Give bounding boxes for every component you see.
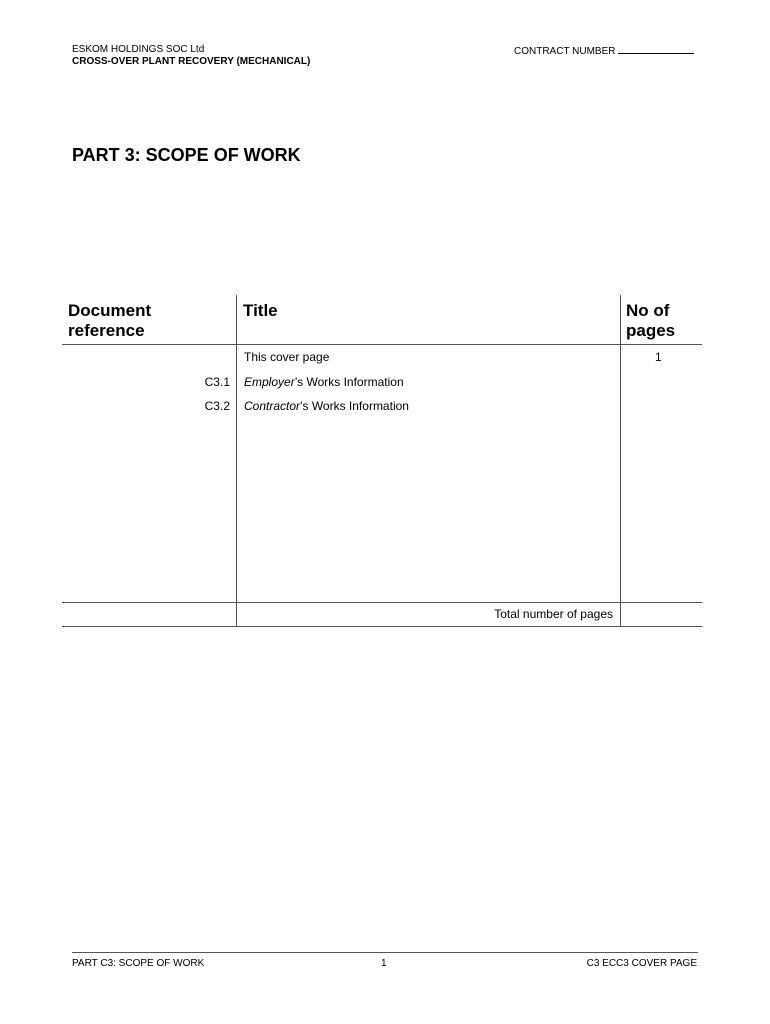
row-title: Employer’s Works Information bbox=[244, 375, 404, 389]
page-title: PART 3: SCOPE OF WORK bbox=[72, 145, 301, 165]
row-ref: C3.2 bbox=[204, 399, 230, 413]
header-rule bbox=[62, 344, 702, 345]
footer-rule bbox=[72, 952, 698, 953]
total-rule-top bbox=[62, 602, 702, 603]
footer-right: C3 ECC3 COVER PAGE bbox=[586, 958, 697, 969]
contract-number bbox=[514, 44, 694, 57]
contract-number-label: CONTRACT NUMBER bbox=[514, 46, 616, 57]
header-doc-ref-line1: Document bbox=[68, 301, 152, 320]
row-title: This cover page bbox=[244, 350, 330, 364]
footer-left: PART C3: SCOPE OF WORK bbox=[72, 958, 205, 969]
contract-number-blank bbox=[618, 44, 694, 54]
total-rule-bottom bbox=[62, 626, 702, 627]
company-name: ESKOM HOLDINGS SOC Ltd bbox=[72, 44, 205, 55]
total-pages-label: Total number of pages bbox=[494, 607, 613, 621]
header-title: Title bbox=[243, 301, 278, 320]
row-pages: 1 bbox=[655, 350, 662, 364]
header-doc-ref bbox=[68, 301, 151, 341]
page-number: 1 bbox=[381, 958, 387, 969]
project-name: CROSS-OVER PLANT RECOVERY (MECHANICAL) bbox=[72, 56, 311, 67]
header-doc-ref-line2: reference bbox=[68, 321, 145, 340]
header-pages bbox=[626, 301, 675, 341]
row-ref: C3.1 bbox=[204, 375, 230, 389]
row-title: Contractor’s Works Information bbox=[244, 399, 409, 413]
header-pages-line1: No of bbox=[626, 301, 670, 320]
header-pages-line2: pages bbox=[626, 321, 676, 340]
